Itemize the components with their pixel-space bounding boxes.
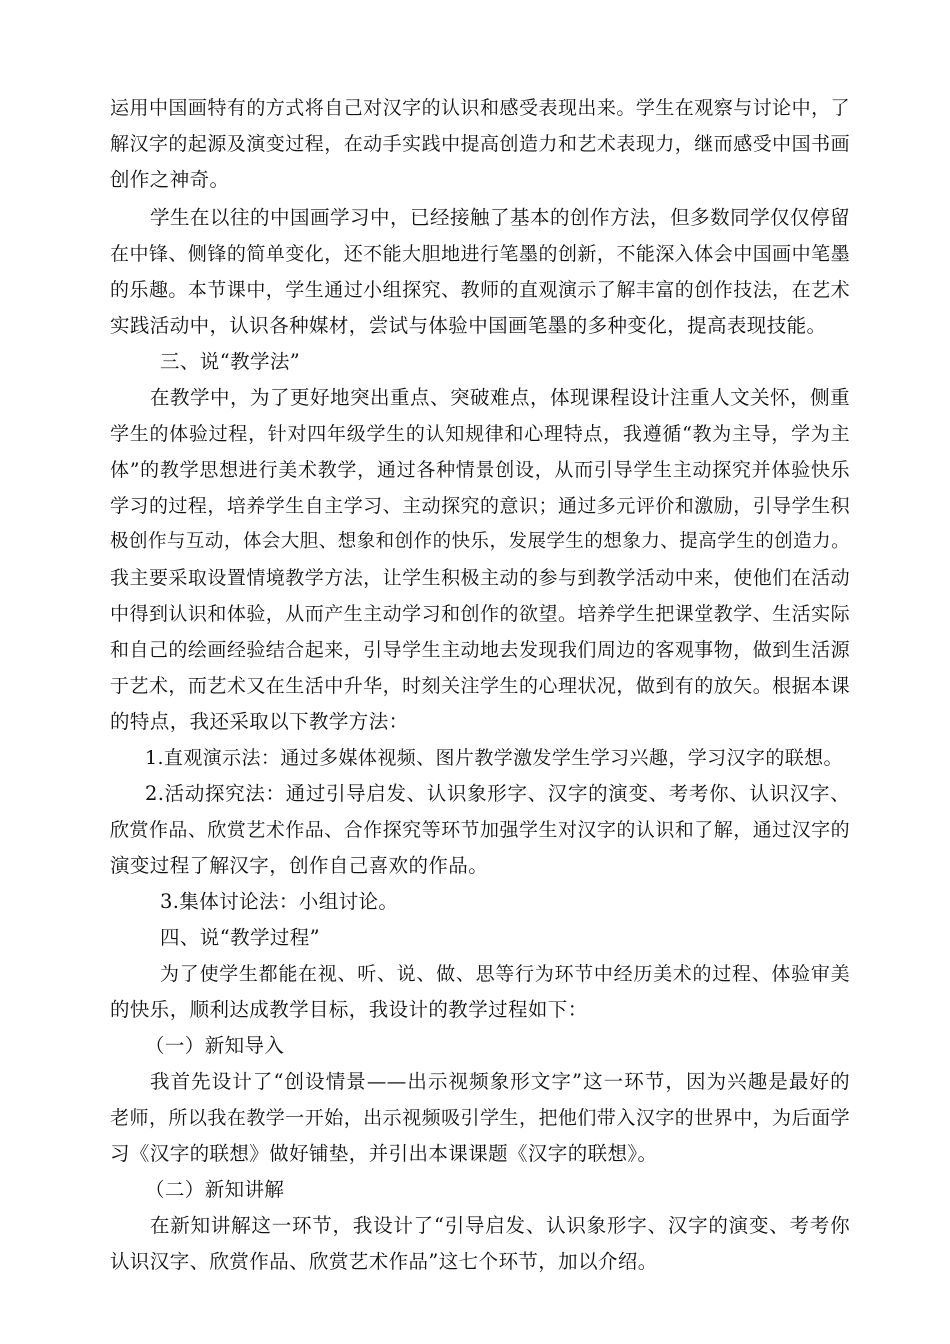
paragraph-3-line-8: 和自己的绘画经验结合起来，引导学生主动地去发现我们周边的客观事物，做到生活源	[110, 639, 850, 661]
paragraph-3-line-10: 的特点，我还采取以下教学方法：	[110, 710, 409, 733]
subsection-heading-explanation: （二）新知讲解	[145, 1178, 285, 1201]
section-heading-teaching-process: 四、说“教学过程”	[160, 926, 321, 949]
paragraph-1-line-1: 运用中国画特有的方式将自己对汉字的认识和感受表现出来。学生在观察与讨论中，了	[110, 97, 850, 119]
paragraph-3-line-9: 于艺术，而艺术又在生活中升华，时刻关注学生的心理状况，做到有的放矢。根据本课	[110, 675, 850, 697]
method-item-1: 1.直观演示法：通过多媒体视频、图片教学激发学生学习兴趣，学习汉字的联想。	[145, 747, 843, 769]
paragraph-3-line-1: 在教学中，为了更好地突出重点、突破难点，体现课程设计注重人文关怀，侧重	[150, 386, 850, 409]
subsection-heading-introduction: （一）新知导入	[145, 1034, 285, 1057]
paragraph-2-line-3: 的乐趣。本节课中，学生通过小组探究、教师的直观演示了解丰富的创作技法，在艺术	[110, 279, 850, 301]
section-heading-teaching-method: 三、说“教学法”	[160, 350, 301, 373]
paragraph-4-line-1: 为了使学生都能在视、听、说、做、思等行为环节中经历美术的过程、体验审美	[160, 963, 850, 985]
paragraph-2-line-2: 在中锋、侧锋的简单变化，还不能大胆地进行笔墨的创新，不能深入体会中国画中笔墨	[110, 243, 850, 265]
method-item-2-line-1: 2.活动探究法：通过引导启发、认识象形字、汉字的演变、考考你、认识汉字、	[145, 782, 850, 805]
paragraph-3-line-3: 体”的教学思想进行美术教学，通过各种情景创设，从而引导学生主动探究并体验快乐	[110, 459, 850, 481]
paragraph-3-line-2: 学生的体验过程，针对四年级学生的认知规律和心理特点，我遵循“教为主导，学为主	[110, 423, 850, 445]
paragraph-1-line-2: 解汉字的起源及演变过程，在动手实践中提高创造力和艺术表现力，继而感受中国书画	[110, 133, 850, 155]
paragraph-1-line-3: 创作之神奇。	[110, 168, 230, 191]
paragraph-5-line-1: 我首先设计了“创设情景——出示视频象形文字”这一环节，因为兴趣是最好的	[150, 1070, 850, 1093]
method-item-2-line-2: 欣赏作品、欣赏艺术作品、合作探究等环节加强学生对汉字的认识和了解，通过汉字的	[110, 819, 850, 841]
paragraph-6-line-2: 认识汉字、欣赏作品、欣赏艺术作品”这七个环节，加以介绍。	[110, 1250, 658, 1273]
paragraph-6-line-1: 在新知讲解这一环节，我设计了“引导启发、认识象形字、汉字的演变、考考你	[150, 1214, 850, 1237]
paragraph-3-line-7: 中得到认识和体验，从而产生主动学习和创作的欲望。培养学生把课堂教学、生活实际	[110, 603, 850, 625]
paragraph-3-line-5: 极创作与互动，体会大胆、想象和创作的快乐，发展学生的想象力、提高学生的创造力。	[110, 531, 850, 552]
paragraph-3-line-4: 学习的过程，培养学生自主学习、主动探究的意识；通过多元评价和激励，引导学生积	[110, 495, 850, 517]
paragraph-2-line-1: 学生在以往的中国画学习中，已经接触了基本的创作方法，但多数同学仅仅停留	[150, 206, 850, 229]
paragraph-5-line-3: 习《汉字的联想》做好铺垫，并引出本课课题《汉字的联想》。	[110, 1142, 658, 1165]
paragraph-3-line-6: 我主要采取设置情境教学方法，让学生积极主动的参与到教学活动中来，使他们在活动	[110, 567, 850, 589]
paragraph-4-line-2: 的快乐，顺利达成教学目标，我设计的教学过程如下：	[110, 998, 588, 1021]
method-item-3: 3.集体讨论法：小组讨论。	[160, 890, 399, 913]
paragraph-5-line-2: 老师，所以我在教学一开始，出示视频吸引学生，把他们带入汉字的世界中，为后面学	[110, 1107, 850, 1129]
paragraph-2-line-4: 实践活动中，认识各种媒材，尝试与体验中国画笔墨的多种变化，提高表现技能。	[110, 314, 827, 337]
method-item-2-line-3: 演变过程了解汉字，创作自己喜欢的作品。	[110, 854, 489, 877]
